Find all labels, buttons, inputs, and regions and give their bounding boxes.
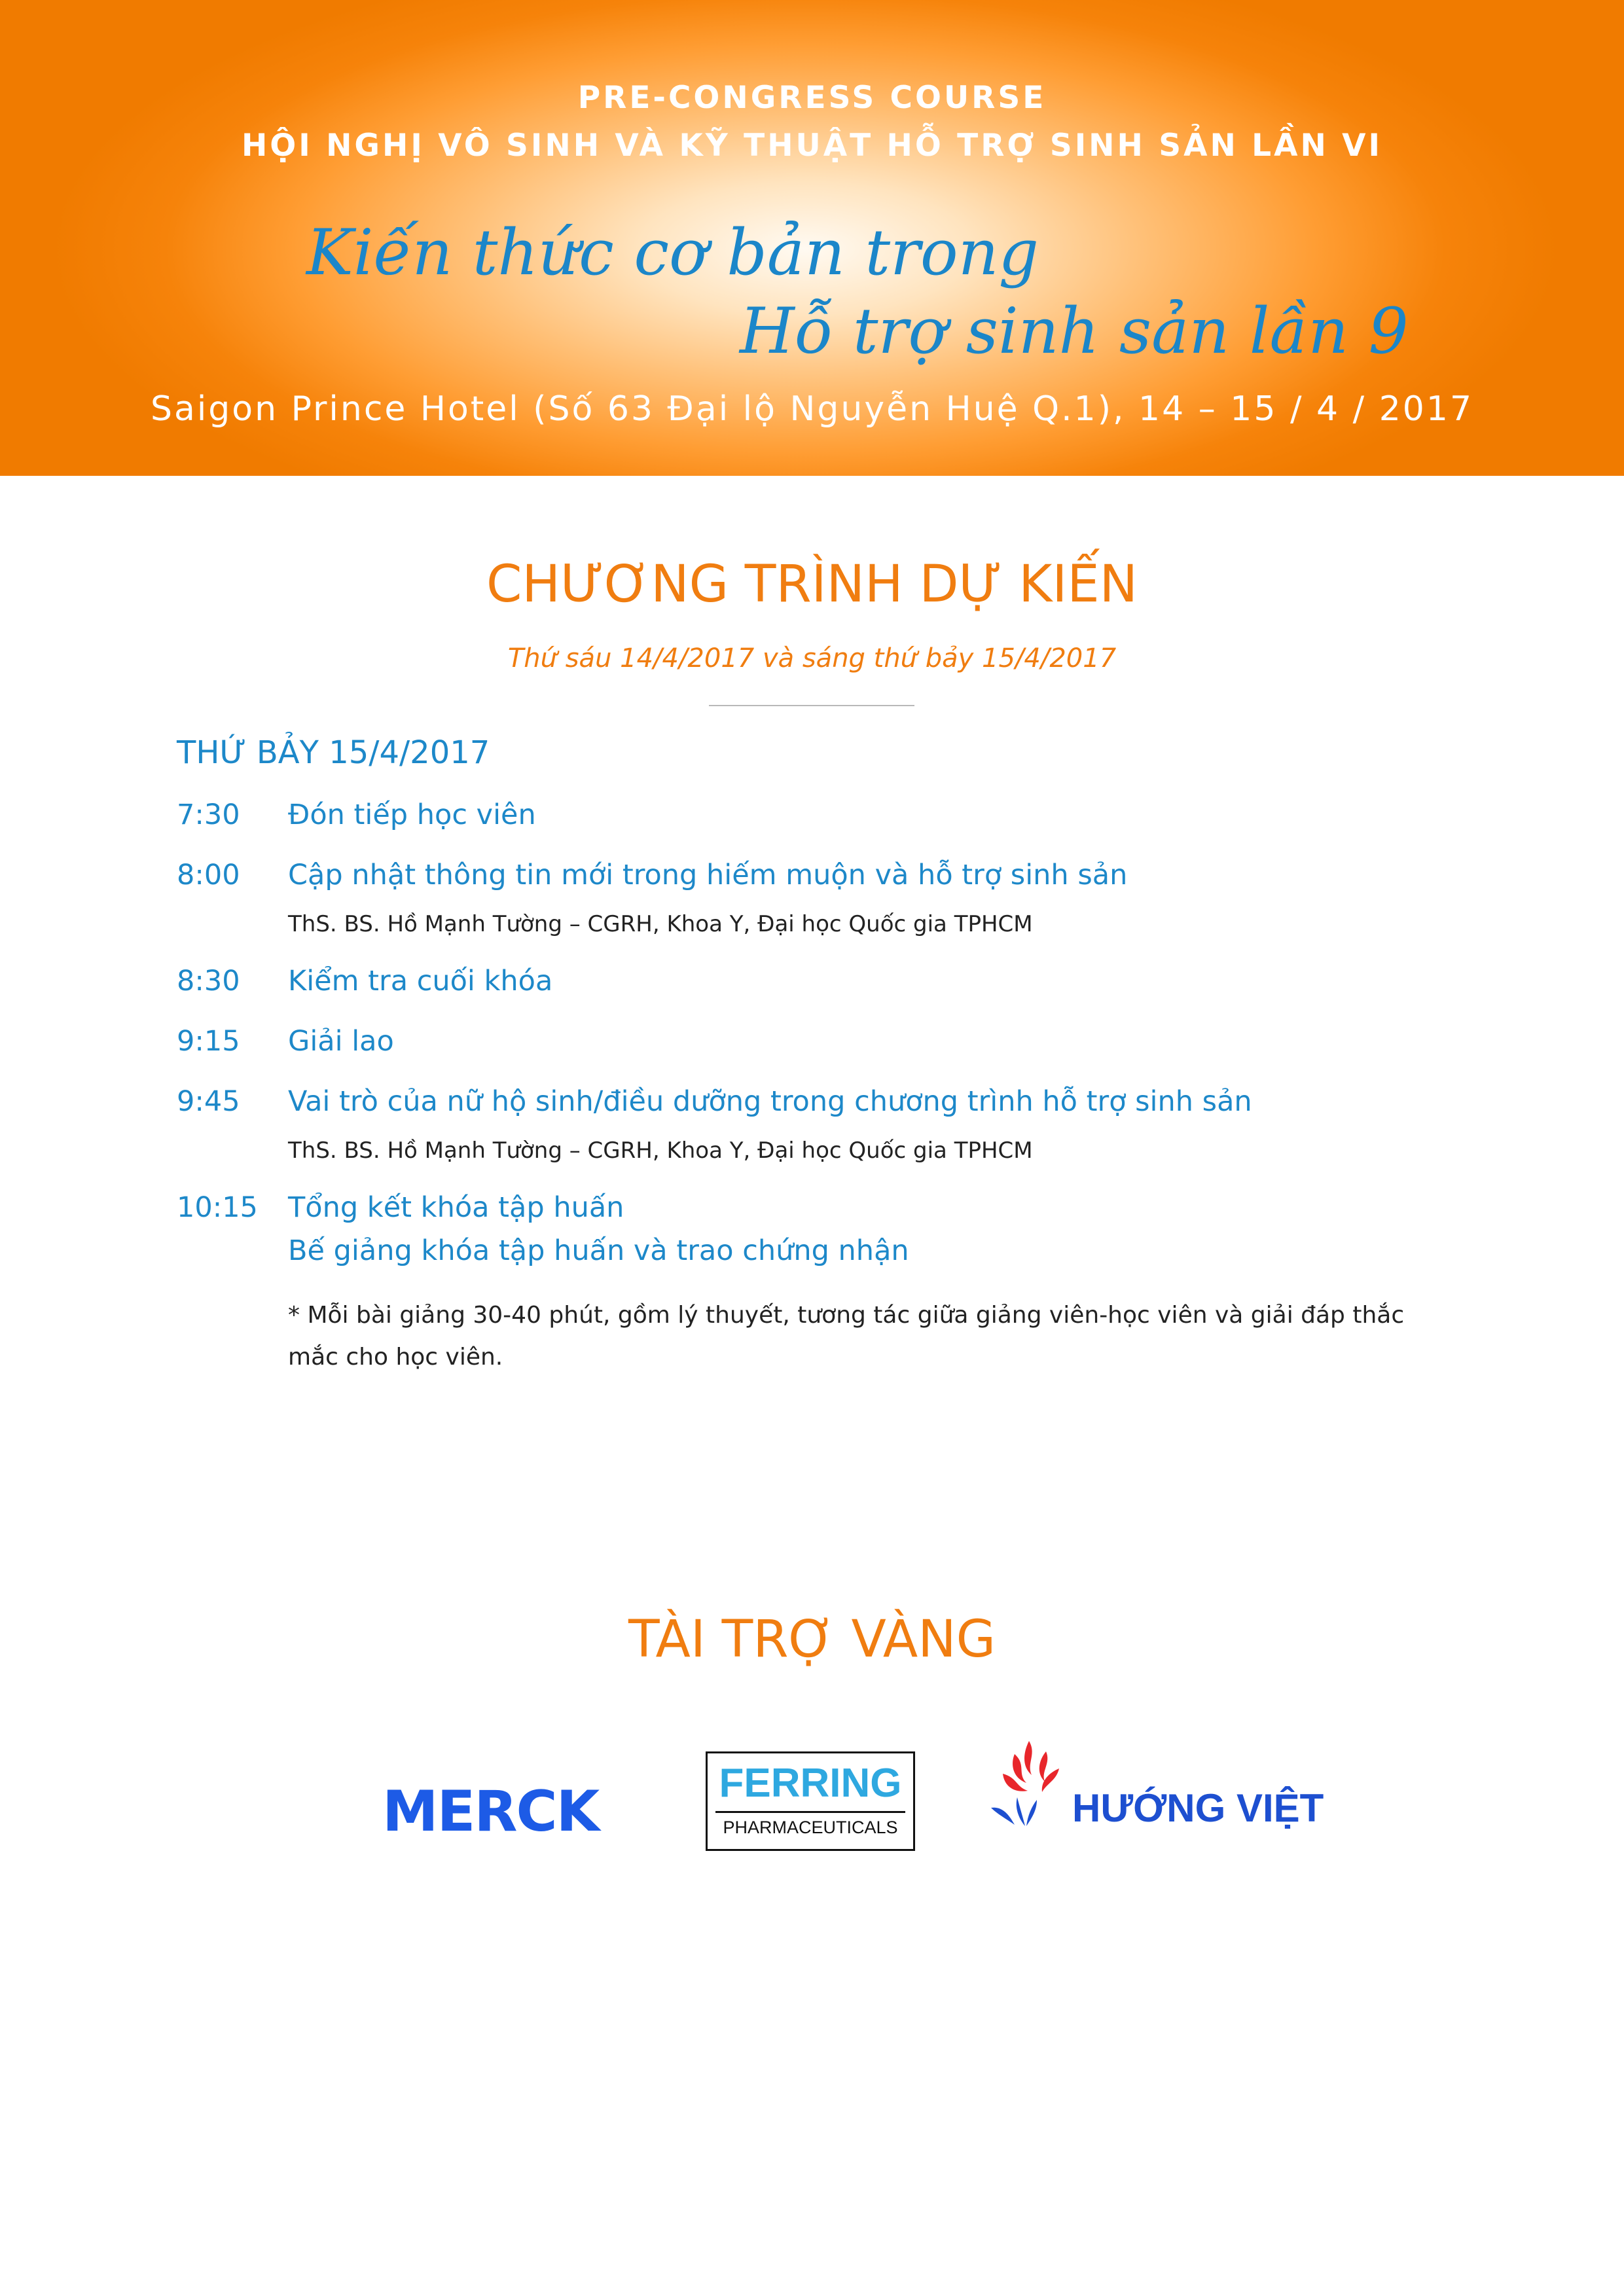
schedule-time: 10:15 — [177, 1191, 258, 1224]
venue-date: Saigon Prince Hotel (Số 63 Đại lộ Nguyễn Huệ Q.1), 14 – 15 / 4 / 2017 — [150, 389, 1474, 429]
program-subtitle: Thứ sáu 14/4/2017 và sáng thứ bảy 15/4/2017 — [507, 643, 1117, 673]
schedule-title: Giải lao — [288, 1025, 394, 1058]
conference-title: HỘI NGHỊ VÔ SINH VÀ KỸ THUẬT HỖ TRỢ SINH SẢN LẦN VI — [241, 128, 1383, 164]
merck-logo — [382, 1779, 598, 1844]
huong-viet-logo — [988, 1734, 1329, 1833]
flame-icon — [988, 1734, 1080, 1833]
schedule-speaker: ThS. BS. Hồ Mạnh Tường – CGRH, Khoa Y, Đại học Quốc gia TPHCM — [288, 911, 1033, 937]
course-label: PRE-CONGRESS COURSE — [577, 80, 1047, 116]
day-title: THỨ BẢY 15/4/2017 — [177, 734, 490, 771]
header-banner — [0, 0, 1624, 476]
schedule-title-2: Bế giảng khóa tập huấn và trao chứng nhận — [288, 1234, 909, 1267]
program-note: * Mỗi bài giảng 30-40 phút, gồm lý thuyết, tương tác giữa giảng viên-học viên và giải đáp thắc mắc cho học viên. — [288, 1302, 1405, 1371]
schedule-title: Cập nhật thông tin mới trong hiếm muộn và hỗ trợ sinh sản — [288, 859, 1128, 891]
ferring-wordmark: FERRING — [719, 1761, 902, 1806]
ferring-logo — [706, 1751, 915, 1851]
schedule-title: Đón tiếp học viên — [288, 798, 536, 831]
program-title: CHƯƠNG TRÌNH DỰ KIẾN — [486, 555, 1138, 614]
schedule-time: 9:45 — [177, 1085, 240, 1118]
schedule-speaker: ThS. BS. Hồ Mạnh Tường – CGRH, Khoa Y, Đại học Quốc gia TPHCM — [288, 1138, 1033, 1164]
course-title-line2: Hỗ trợ sinh sản lần 9 — [740, 295, 1409, 368]
ferring-subtitle: PHARMACEUTICALS — [723, 1818, 898, 1837]
ferring-rule — [715, 1811, 905, 1813]
schedule-time: 9:15 — [177, 1025, 240, 1058]
sponsor-title: TÀI TRỢ VÀNG — [628, 1610, 996, 1669]
schedule-time: 8:00 — [177, 859, 240, 891]
merck-wordmark: MERCK — [382, 1779, 599, 1844]
schedule-title: Kiểm tra cuối khóa — [288, 965, 553, 997]
huong-viet-wordmark: HƯỚNG VIỆT — [1072, 1786, 1324, 1830]
schedule-time: 7:30 — [177, 798, 240, 831]
course-title-line1: Kiến thức cơ bản trong — [306, 216, 1039, 289]
schedule-time: 8:30 — [177, 965, 240, 997]
schedule-title: Tổng kết khóa tập huấn — [288, 1191, 624, 1224]
divider — [709, 705, 914, 706]
schedule-title: Vai trò của nữ hộ sinh/điều dưỡng trong chương trình hỗ trợ sinh sản — [288, 1085, 1252, 1118]
